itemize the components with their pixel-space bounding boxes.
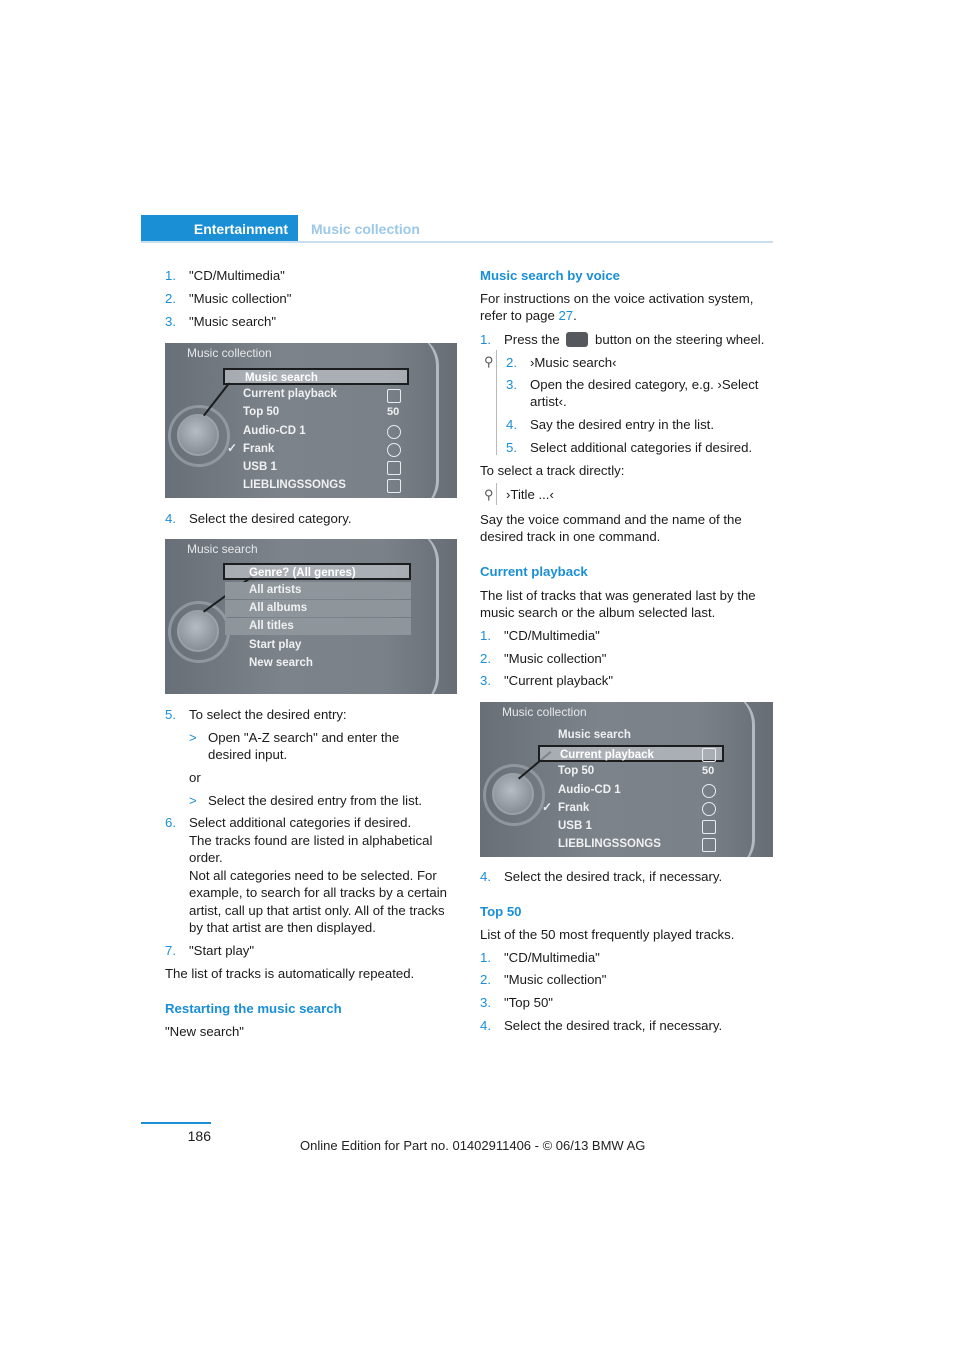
step-6-line: by that artist are then displayed.	[189, 920, 376, 935]
screen-title: Music collection	[502, 705, 587, 719]
step-5-option-b: > Select the desired entry from the list.	[189, 793, 423, 808]
current-desc-cont: music search or the album selected last.	[480, 605, 716, 620]
or-text: or	[189, 770, 201, 785]
edition-footer: Online Edition for Part no. 01402911406 - © 06/13 BMW AG	[300, 1138, 646, 1153]
step-6-line: order.	[189, 850, 223, 865]
step-4: 4. Select the desired category.	[165, 511, 352, 526]
current-heading: Current playback	[480, 564, 588, 579]
voice-step-4: 4. Say the desired entry in the list.	[506, 417, 714, 432]
direct-note: Say the voice command and the name of the	[480, 512, 742, 527]
menu-item-current-playback: Current playback	[538, 745, 724, 762]
controller-knob-icon	[177, 610, 219, 652]
cd-icon	[387, 425, 401, 439]
usb-icon	[387, 479, 401, 493]
cd-icon	[387, 443, 401, 457]
usb-icon	[702, 838, 716, 852]
menu-item-usb: USB 1	[243, 461, 277, 473]
voice-intro: For instructions on the voice activation system,	[480, 291, 754, 306]
voice-command-icon: ⚲	[484, 487, 494, 502]
step-7: 7. "Start play"	[165, 943, 255, 958]
direct-command: ›Title ...‹	[506, 487, 554, 502]
controller-knob-icon	[177, 414, 219, 456]
current-step-4: 4. Select the desired track, if necessary.	[480, 869, 723, 884]
menu-item-frank: Frank	[558, 802, 590, 814]
step-5-option-a-cont: desired input.	[208, 747, 288, 762]
voice-button-icon	[566, 332, 588, 347]
menu-item-lieblingssongs: LIEBLINGSSONGS	[558, 838, 661, 850]
menu-item-current-playback: Current playback	[243, 388, 337, 400]
top50-step-3: 3. "Top 50"	[480, 995, 553, 1010]
usb-icon	[387, 461, 401, 475]
menu-item-lieblingssongs: LIEBLINGSSONGS	[243, 479, 346, 491]
idrive-screen-music-collection: Music collection Music search Current playback Top 50 Audio-CD 1 ✓ Frank USB 1 LIEBLINGSSONGS 50	[165, 343, 457, 498]
step-5-option-a: > Open "A-Z search" and enter the	[189, 730, 400, 745]
playlist-icon	[702, 748, 716, 762]
voice-heading: Music search by voice	[480, 268, 621, 283]
page-link[interactable]: 27	[558, 308, 574, 323]
idrive-screen-current-playback: Music collection Music search Current playback Top 50 Audio-CD 1 ✓ Frank USB 1 LIEBLINGSSONGS 50	[480, 702, 773, 857]
header-rule	[141, 241, 773, 243]
voice-step-3-cont: artist‹.	[530, 394, 567, 409]
menu-item-start-play: Start play	[249, 639, 302, 651]
top50-value: 50	[702, 765, 715, 777]
menu-item-genre: Genre? (All genres)	[223, 563, 411, 580]
menu-item-music-search: Music search	[223, 368, 409, 385]
voice-step-3: 3. Open the desired category, e.g. ›Select	[506, 377, 759, 392]
footer-rule	[141, 1122, 211, 1124]
restart-text: "New search"	[165, 1024, 244, 1039]
menu-item-top50: Top 50	[558, 765, 595, 777]
screen-title: Music search	[187, 542, 258, 556]
voice-step-1: 1. Press the button on the steering wheel.	[480, 332, 765, 347]
current-step-3: 3. "Current playback"	[480, 673, 614, 688]
menu-item-music-search: Music search	[558, 729, 631, 741]
direct-label: To select a track directly:	[480, 463, 625, 478]
menu-item-audio-cd: Audio-CD 1	[243, 425, 306, 437]
step-6-line: Not all categories need to be selected. For	[189, 868, 437, 883]
voice-command-icon: ⚲	[484, 354, 494, 369]
menu-item-audio-cd: Audio-CD 1	[558, 784, 621, 796]
step-6: 6. Select additional categories if desired.	[165, 815, 412, 830]
step-6-line: The tracks found are listed in alphabetical	[189, 833, 433, 848]
step-1: 1. "CD/Multimedia"	[165, 268, 285, 283]
menu-item-new-search: New search	[249, 657, 313, 669]
restart-heading: Restarting the music search	[165, 1001, 342, 1016]
voice-step-2: 2. ›Music search‹	[506, 355, 617, 370]
voice-intro-cont: refer to page 27.	[480, 308, 577, 323]
step-2: 2. "Music collection"	[165, 291, 292, 306]
current-desc: The list of tracks that was generated last by the	[480, 588, 756, 603]
menu-item-all-albums: All albums	[225, 600, 411, 617]
menu-item-top50: Top 50	[243, 406, 280, 418]
current-step-1: 1. "CD/Multimedia"	[480, 628, 600, 643]
top50-desc: List of the 50 most frequently played tracks.	[480, 927, 735, 942]
idrive-screen-music-search	[165, 539, 457, 694]
step-6-line: example, to search for all tracks by a certain	[189, 885, 447, 900]
current-step-2: 2. "Music collection"	[480, 651, 607, 666]
screen-title: Music collection	[187, 346, 272, 360]
section-tab: Entertainment	[141, 215, 298, 242]
usb-icon	[702, 820, 716, 834]
menu-item-usb: USB 1	[558, 820, 592, 832]
page-number: 186	[187, 1128, 211, 1144]
menu-item-all-artists: All artists	[225, 582, 411, 599]
menu-item-frank: Frank	[243, 443, 275, 455]
voice-step-5: 5. Select additional categories if desired.	[506, 440, 753, 455]
cd-icon	[702, 784, 716, 798]
cd-icon	[702, 802, 716, 816]
step-3: 3. "Music search"	[165, 314, 277, 329]
top50-step-4: 4. Select the desired track, if necessary.	[480, 1018, 723, 1033]
playlist-icon	[387, 389, 401, 403]
menu-item-all-titles: All titles	[225, 618, 411, 635]
top50-heading: Top 50	[480, 904, 522, 919]
step-6-line: artist, call up that artist only. All of the tracks	[189, 903, 445, 918]
top50-step-2: 2. "Music collection"	[480, 972, 607, 987]
top50-step-1: 1. "CD/Multimedia"	[480, 950, 600, 965]
controller-knob-icon	[492, 773, 534, 815]
repeat-note: The list of tracks is automatically repeated.	[165, 966, 415, 981]
subsection-title: Music collection	[311, 221, 420, 237]
step-5: 5. To select the desired entry:	[165, 707, 347, 722]
direct-note-cont: desired track in one command.	[480, 529, 661, 544]
top50-value: 50	[387, 406, 400, 418]
